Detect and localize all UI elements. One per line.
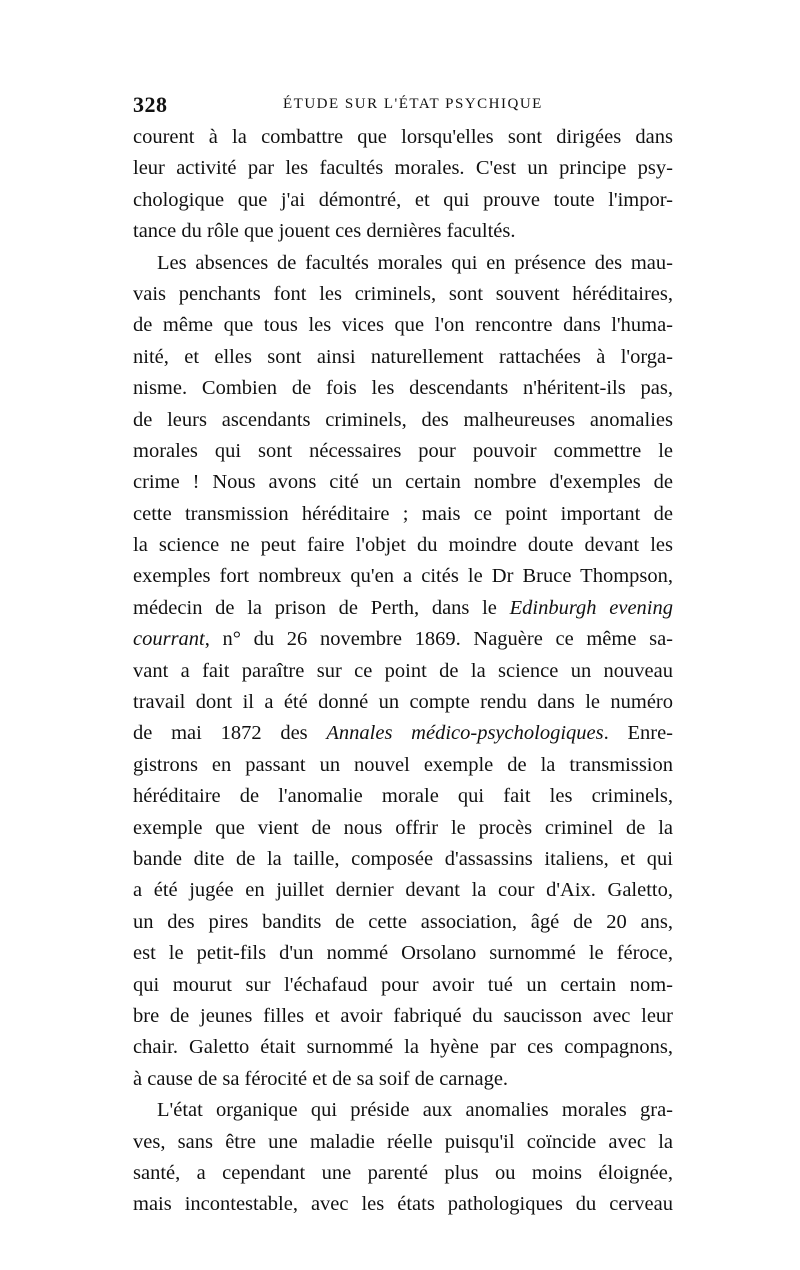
text-line: vant a fait paraître sur ce point de la science un nouveau (133, 659, 673, 682)
text-line: nisme. Combien de fois les descendants n'héritent-ils pas, (133, 377, 673, 400)
text-line: médecin de la prison de Perth, dans le Edinburgh evening (133, 596, 673, 619)
text-line: mais incontestable, avec les états pathologiques du cerveau (133, 1193, 673, 1216)
text-line: travail dont il a été donné un compte rendu dans le numéro (133, 691, 673, 714)
text-line: la science ne peut faire l'objet du moindre doute devant les (133, 534, 673, 557)
text-line: tance du rôle que jouent ces dernières facultés. (133, 220, 516, 243)
page-header (133, 92, 673, 122)
text-line: Les absences de facultés morales qui en présence des mau- (157, 251, 673, 274)
italic-title: Annales médico-psychologiques (326, 722, 604, 745)
text-line: qui mourut sur l'échafaud pour avoir tué un certain nom- (133, 973, 673, 996)
text-line: bre de jeunes filles et avoir fabriqué du saucisson avec leur (133, 1004, 673, 1027)
text-line: gistrons en passant un nouvel exemple de la transmission (133, 753, 673, 776)
text-line: vais penchants font les criminels, sont souvent héréditaires, (133, 282, 673, 305)
text-line: a été jugée en juillet dernier devant la cour d'Aix. Galetto, (133, 879, 673, 902)
italic-title: courrant (133, 628, 205, 651)
text-line: héréditaire de l'anomalie morale qui fait les criminels, (133, 785, 673, 808)
text-line: morales qui sont nécessaires pour pouvoir commettre le (133, 439, 673, 462)
text-line: nité, et elles sont ainsi naturellement rattachées à l'orga- (133, 345, 673, 368)
paragraph-2 (133, 248, 673, 1096)
paragraph-1 (133, 122, 673, 248)
text-line: L'état organique qui préside aux anomalies morales gra- (157, 1099, 673, 1122)
text-line: est le petit-fils d'un nommé Orsolano surnommé le féroce, (133, 942, 673, 965)
body-text (133, 122, 673, 1221)
paragraph-3 (133, 1095, 673, 1221)
text-line: bande dite de la taille, composée d'assassins italiens, et qui (133, 847, 673, 870)
text-line: de leurs ascendants criminels, des malheureuses anomalies (133, 408, 673, 431)
text-line: chair. Galetto était surnommé la hyène par ces compagnons, (133, 1036, 673, 1059)
text-line: ves, sans être une maladie réelle puisqu'il coïncide avec la (133, 1130, 673, 1153)
text-line: à cause de sa férocité et de sa soif de carnage. (133, 1067, 509, 1090)
text-line: de mai 1872 des Annales médico-psychologiques. Enre- (133, 722, 673, 745)
text-line: de même que tous les vices que l'on rencontre dans l'huma- (133, 314, 673, 337)
page-number: 328 (133, 92, 168, 117)
text-line: exemple que vient de nous offrir le procès criminel de la (133, 816, 673, 839)
text-line: crime ! Nous avons cité un certain nombre d'exemples de (133, 471, 673, 494)
text-line: exemples fort nombreux qu'en a cités le Dr Bruce Thompson, (133, 565, 673, 588)
text-line: courrant, n° du 26 novembre 1869. Naguère ce même sa- (133, 628, 673, 651)
italic-title: Edinburgh evening (509, 596, 673, 619)
text-line: chologique que j'ai démontré, et qui prouve toute l'impor- (133, 188, 673, 211)
text-line: leur activité par les facultés morales. C'est un principe psy- (133, 157, 673, 180)
text-line: cette transmission héréditaire ; mais ce point important de (133, 502, 673, 525)
text-line: courent à la combattre que lorsqu'elles sont dirigées dans (133, 126, 673, 148)
text-line: santé, a cependant une parenté plus ou moins éloignée, (133, 1161, 673, 1184)
running-head: ÉTUDE SUR L'ÉTAT PSYCHIQUE (283, 96, 543, 112)
text-line: un des pires bandits de cette association, âgé de 20 ans, (133, 910, 673, 933)
